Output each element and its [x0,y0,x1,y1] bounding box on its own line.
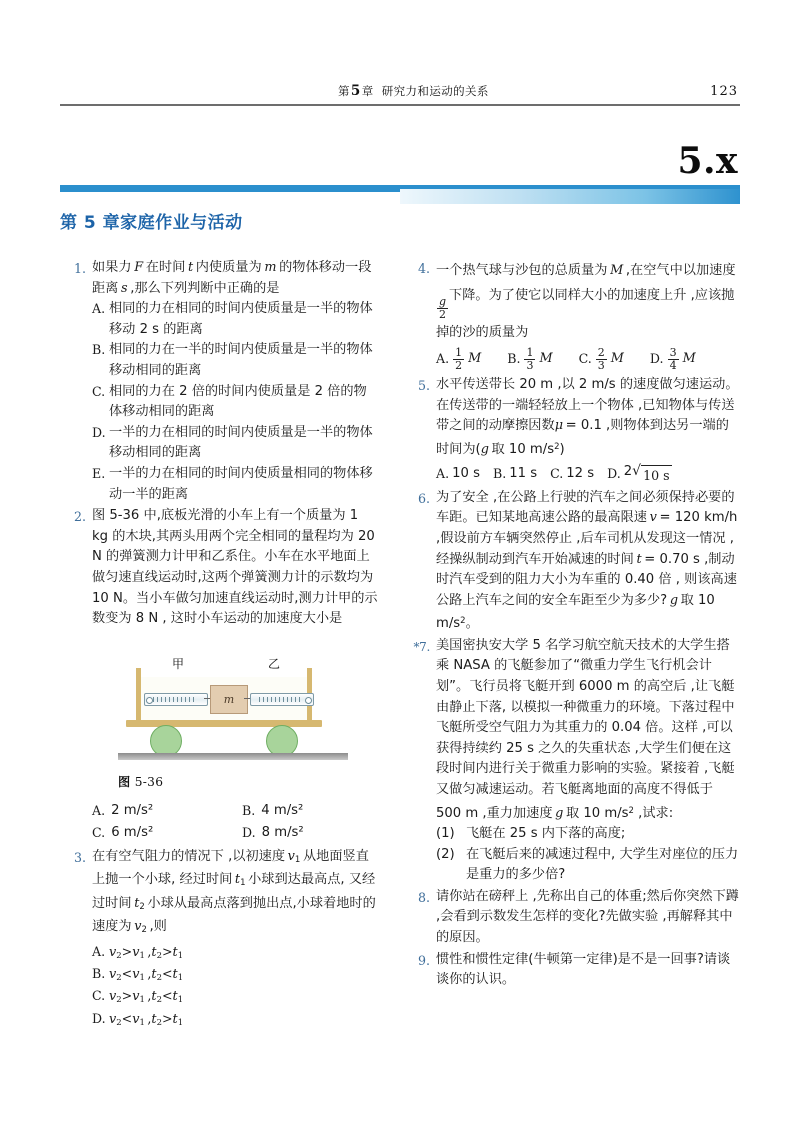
figure-caption-label: 图 [118,775,131,789]
option-b [92,340,378,381]
option-c-key: C. [550,466,564,482]
page-number: 123 [710,84,738,99]
running-head-chapter [338,83,489,99]
option-c-unit: M [610,350,624,366]
option-d [242,823,392,844]
option-b [92,965,378,987]
option-b [242,801,392,822]
option-c-key: C. [578,350,592,366]
question-9 [404,950,740,991]
question-4-number: 4. [417,261,430,276]
option-b-text: $v_2<v_1$ $,t_2<t_1$ [109,966,184,983]
option-b-text: 4 m/s² [261,802,304,818]
option-c-key: C. [92,988,106,1004]
option-d [650,347,696,371]
option-c [92,382,378,423]
option-c [579,347,624,371]
cart-diagram [118,655,348,765]
question-3-stem: 在有空气阻力的情况下 ,以初速度 $v_1$ 从地面竖直上抛一个小球, 经过时间 $t_1$ 小球到达最高点, 又经过时间 $t_2$ 小球从最高点落到抛出点,小球着地时的速度为 $v_2$ ,则 [92,848,376,936]
question-2 [60,506,378,630]
left-column [60,258,378,1033]
option-d-text: 2 √ 10 s [624,462,672,487]
question-7 [404,636,740,886]
running-head-chapter-title: 研究力和运动的关系 [381,84,489,98]
option-a-key: A. [92,943,106,959]
option-b-fraction [524,347,535,371]
option-b-text: 相同的力在一半的时间内使质量是一半的物体移动相同的距离 [109,342,373,378]
option-d-key: D. [649,350,664,366]
question-7-stem: 美国密执安大学 5 名学习航空航天技术的大学生搭乘 NASA 的飞艇参加了“微重力学生飞行机会计划”。飞行员将飞艇开到 6000 m 的高空后 ,让飞艇由静止下落, 以模拟一种微重力的环境。下落过程中飞艇所受空气阻力为其重力的 0.04 倍。这样 ,可以获得持续约 25 s 之久的失重状态 ,大学生们便在这段时间内进行关于微重力影响的实验。紧接着 ,飞艇又做匀减速运动。若飞艇离地面的高度不得低于 500 m ,重力加速度 g 取 10 $m/s^2$ ,试求: [436,637,735,821]
option-a [92,943,378,965]
question-7-number: *7. [413,639,430,654]
fraction-numerator: 2 [597,346,605,360]
question-5-options [436,462,740,487]
option-b-key: B. [242,802,256,818]
fraction-denominator: 3 [597,358,605,372]
option-a-text: $v_2>v_1$ $,t_2>t_1$ [109,943,184,961]
running-head-chapter-number: 5 [350,83,361,99]
ground-surface [118,753,348,760]
option-a [92,801,242,822]
option-b [507,347,552,371]
question-9-stem: 惯性和惯性定律(牛顿第一定律)是不是一回事?请谈谈你的认识。 [436,951,731,988]
section-big-number: 5.x [677,140,738,182]
question-1-options [92,299,378,505]
question-8-number: 8. [417,889,430,905]
option-b [493,464,537,485]
question-5 [404,375,740,487]
sub-question-2-key: (2) [436,846,455,862]
wood-block: m [210,685,248,714]
option-c [92,987,378,1009]
sub-question-1-text: 飞艇在 25 s 内下落的高度; [466,825,626,841]
option-a [92,299,378,340]
option-c [92,823,242,844]
sub-question-2-text: 在飞艇后来的减速过程中, 大学生对座位的压力是重力的多少倍? [466,846,739,883]
option-d [92,423,378,464]
option-c-key: C. [92,825,106,841]
figure-caption [118,773,358,790]
option-a-fraction [453,347,464,371]
question-2-stem: 图 5-36 中,底板光滑的小车上有一个质量为 1 kg 的木块,其两头用两个完全相同的量程均为 20 N 的弹簧测力计甲和乙系住。小车在水平地面上做匀速直线运动时,这两个弹簧测力计的示数均为 10 N。当小车做匀加速直线运动时,测力计甲的示数变为 8 N , 这时小车运动的加速度大小是 [92,508,378,627]
option-a-key: A. [92,301,106,317]
question-2-number: 2. [73,509,86,525]
running-head [60,78,740,104]
option-b-key: B. [92,966,106,982]
cart-deck [126,720,322,727]
question-6 [404,488,740,635]
option-b-key: B. [507,350,521,366]
sub-question-1-key: (1) [436,825,455,841]
option-e-text: 一半的力在相同的时间内使质量相同的物体移动一半的距离 [109,465,373,502]
option-c [550,464,594,485]
running-head-chapter-suffix: 章 [361,84,374,98]
question-4-stem: 一个热气球与沙包的总质量为 M ,在空气中以加速度 $\frac{g}{2}$ 下降。为了使它以同样大小的加速度上升 ,应该抛掉的沙的质量为 [436,263,736,341]
option-d-key: D. [92,424,106,440]
fraction-numerator: 1 [526,346,534,360]
option-d-key: D. [242,825,256,841]
section-gradient-block [400,189,740,204]
question-6-stem: 为了安全 ,在公路上行驶的汽车之间必须保持必要的车距。已知某地高速公路的最高限速 v = 120 km/h ,假设前方车辆突然停止 ,后车司机从发现这一情况 ,经操纵制动到汽车开始减速的时间 t = 0.70 s ,制动时汽车受到的阻力大小为车重的 0.40 倍 , 则该高速公路上汽车之间的安全车距至少为多少? g 取 10 $m/s^2$。 [436,489,738,632]
option-c-text: 12 s [566,466,595,482]
question-4-options [436,347,740,371]
fraction-denominator: 3 [526,358,534,372]
fraction-numerator: g [439,295,447,309]
option-d-key: D. [92,1010,106,1026]
option-a-key: A. [436,350,450,366]
running-head-chapter-prefix: 第 [338,84,350,98]
fraction-denominator: 4 [669,358,677,372]
option-b-text: 11 s [509,466,538,482]
option-b-unit: M [539,350,553,366]
question-7-sub-2 [436,845,740,886]
question-3-options [92,943,378,1032]
question-8-stem: 请你站在磅秤上 ,先称出自己的体重;然后你突然下蹲 ,会看到示数发生怎样的变化?先做实验 ,再解释其中的原因。 [436,888,739,945]
option-a-text: 2 m/s² [111,802,154,818]
fraction-numerator: 3 [669,346,677,360]
option-a-unit: M [468,350,482,366]
fraction-g-over-2 [437,296,448,320]
option-c-fraction [596,347,607,371]
question-5-stem: 水平传送带长 20 m ,以 2 m/s 的速度做匀速运动。在传送带的一端轻轻放上一个物体 ,已知物体与传送带之间的动摩擦因数μ = 0.1 ,则物体到达另一端的时间为(g 取 10 $m/s^2$) [436,377,739,457]
option-d-text: $v_2<v_1$ $,t_2>t_1$ [109,1010,184,1028]
option-c-text: $v_2>v_1$ $,t_2<t_1$ [109,988,184,1006]
option-c-key: C. [92,383,106,399]
figure-caption-number: 5-36 [134,775,164,789]
option-e-key: E. [92,465,106,481]
running-head-rule [60,104,740,106]
question-3-number: 3. [73,849,86,865]
option-a-text: 相同的力在相同的时间内使质量是一半的物体移动 2 s 的距离 [109,301,373,337]
question-8 [404,887,740,949]
spring-hook [146,697,153,704]
question-1-stem: 如果力 F 在时间 t 内使质量为 m 的物体移动一段距离 s ,那么下列判断中正确的是 [92,260,372,296]
question-1 [60,258,378,505]
spring-scale-left [144,693,208,706]
spacer-num [60,797,92,846]
question-3 [60,847,378,1032]
spring-hook [305,697,312,704]
fraction-numerator: 1 [455,346,463,360]
figure-5-36 [118,655,358,790]
figure-label-yi: 乙 [268,657,281,671]
question-7-sub-1 [436,824,740,845]
option-a [436,347,481,371]
option-d [92,1010,378,1032]
question-5-number: 5. [417,378,430,394]
question-2-options [92,801,392,844]
option-e [92,464,378,505]
option-d-text: 8 m/s² [261,825,304,841]
question-4 [404,258,740,371]
question-1-number: 1. [73,261,86,276]
option-d-text: 一半的力在相同的时间内使质量是一半的物体移动相同的距离 [109,424,373,461]
figure-label-jia: 甲 [172,657,185,671]
option-d-unit: M [682,350,696,366]
spring-coil [259,697,303,702]
option-a-key: A. [92,802,106,818]
fraction-denominator: 2 [439,307,447,321]
option-d [607,462,671,487]
spring-scale-right [250,693,314,706]
option-b-key: B. [492,466,507,482]
question-9-number: 9. [417,952,430,968]
option-c-text: 6 m/s² [111,825,154,841]
option-c-text: 相同的力在 2 倍的时间内使质量是 2 倍的物体移动相同的距离 [109,383,367,420]
option-a-key: A. [436,466,450,482]
option-b-key: B. [92,342,106,358]
question-6-number: 6. [417,490,430,506]
option-d-fraction [668,347,679,371]
fraction-denominator: 2 [455,358,463,372]
option-d-key: D. [607,466,621,482]
section-heading: 第 5 章家庭作业与活动 [60,213,243,233]
right-column [404,258,740,992]
option-a-text: 10 s [452,466,480,482]
spring-coil [153,697,197,702]
option-a [436,464,480,485]
question-2-options-row [60,797,378,846]
